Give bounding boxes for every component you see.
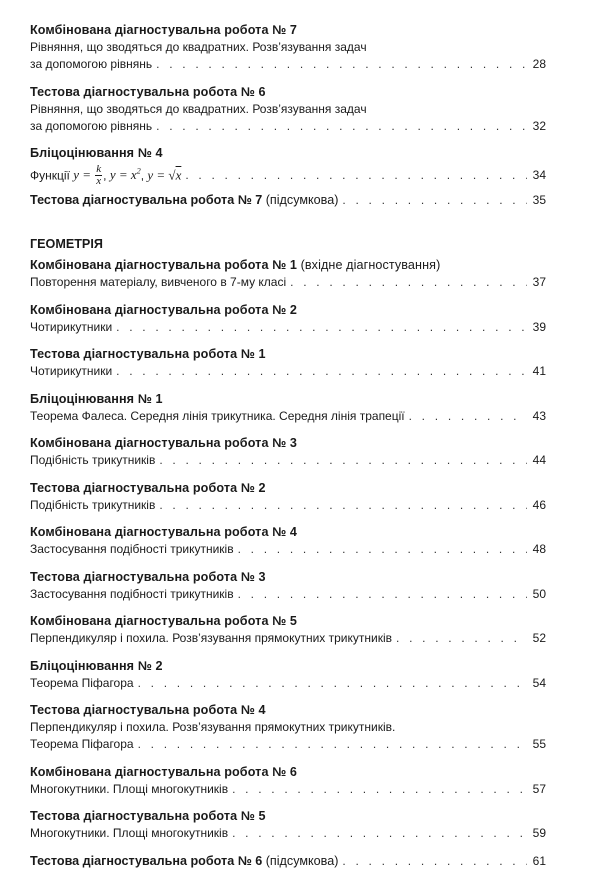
dot-leader [138, 736, 527, 753]
page-number: 41 [532, 364, 546, 378]
entry-line: Рівняння, що зводяться до квадратних. Розв’язування задач [30, 101, 367, 116]
entry-row [30, 675, 546, 692]
section-heading: ГЕОМЕТРІЯ [30, 237, 103, 251]
entry-note: (підсумкова) [265, 193, 339, 207]
entry-line: за допомогою рівнянь [30, 118, 153, 133]
entry-line: Перпендикуляр і похила. Розв’язування прямокутних трикутників [30, 631, 392, 645]
page-number: 48 [532, 542, 546, 556]
toc-entry [30, 145, 546, 188]
toc-entry [30, 524, 546, 558]
entry-note: (вхідне діагностування) [300, 258, 441, 272]
entry-note: (підсумкова) [265, 853, 339, 868]
page-number: 57 [532, 781, 546, 796]
function-list: Функції y = $\frac{k}{x}$ , $y = x^2$, y = √x [30, 163, 182, 188]
page-number: 50 [532, 586, 546, 601]
entry-row [30, 853, 546, 870]
dot-leader [342, 853, 527, 870]
toc-entry [30, 853, 546, 870]
dot-leader [342, 192, 527, 209]
dot-leader [409, 408, 527, 425]
dot-leader [396, 630, 527, 647]
entry-title: Комбінована діагностувальна робота № 5 [30, 614, 297, 628]
formula-y-k-over-x: y = $\frac{k}{x}$ [73, 163, 102, 188]
dot-leader [116, 319, 527, 336]
entry-line: Теорема Піфагора [30, 675, 134, 690]
dot-leader [238, 541, 527, 558]
entry-title: Тестова діагностувальна робота № 1 [30, 347, 266, 361]
entry-title: Тестова діагностувальна робота № 4 [30, 703, 266, 717]
page-number: 35 [532, 193, 546, 207]
dot-leader [156, 118, 527, 135]
entry-title: Тестова діагностувальна робота № 7 (підсумкова) [30, 193, 339, 207]
entry-title: Комбінована діагностувальна робота № 7 [30, 23, 297, 37]
entry-title: Комбінована діагностувальна робота № 6 [30, 764, 297, 779]
entry-line: Многокутники. Площі многокутників [30, 781, 229, 796]
entry-row [30, 274, 546, 291]
entry-row [30, 319, 546, 336]
entry-row [30, 56, 546, 73]
entry-row [30, 118, 546, 135]
page-number: 46 [532, 497, 546, 512]
toc-entry [30, 84, 546, 135]
toc-entry [30, 658, 546, 692]
entry-title: Комбінована діагностувальна робота № 3 [30, 436, 297, 450]
toc-entry [30, 569, 546, 603]
entry-row [30, 781, 546, 798]
toc-entry [30, 764, 546, 798]
entry-title: Комбінована діагностувальна робота № 1 (вхідне діагностування) [30, 258, 441, 272]
page-number: 61 [532, 853, 546, 868]
entry-title: Тестова діагностувальна робота № 5 [30, 809, 266, 823]
entry-line: Чотирикутники [30, 364, 113, 378]
entry-row [30, 408, 546, 425]
entry-line: Застосування подібності трикутників [30, 542, 234, 556]
entry-line: Застосування подібності трикутників [30, 586, 234, 601]
entry-title: Бліцоцінювання № 1 [30, 391, 163, 406]
entry-title: Бліцоцінювання № 2 [30, 658, 163, 673]
entry-title: Комбінована діагностувальна робота № 4 [30, 525, 297, 539]
toc-entry [30, 302, 546, 336]
entry-line: Подібність трикутників [30, 453, 156, 467]
entry-row [30, 162, 546, 188]
entry-title: Тестова діагностувальна робота № 6 (підсумкова) [30, 853, 339, 868]
entry-title: Тестова діагностувальна робота № 3 [30, 569, 266, 584]
dot-leader [159, 452, 527, 469]
entry-row [30, 192, 546, 209]
entry-line: Подібність трикутників [30, 497, 156, 512]
page-number: 43 [532, 408, 546, 423]
entry-row [30, 630, 546, 647]
page-number: 59 [532, 826, 546, 840]
page-number: 28 [532, 57, 546, 71]
page-number: 54 [532, 675, 546, 690]
toc-entry [30, 192, 546, 209]
dot-leader [232, 781, 527, 798]
entry-row [30, 736, 546, 753]
entry-row [30, 363, 546, 380]
toc-entry [30, 808, 546, 842]
entry-title: Тестова діагностувальна робота № 6 [30, 84, 266, 99]
entry-line: Функції [30, 167, 70, 182]
entry-title: Тестова діагностувальна робота № 2 [30, 480, 266, 495]
toc-entry [30, 480, 546, 514]
page-number: 34 [532, 167, 546, 182]
toc-entry [30, 346, 546, 380]
dot-leader [116, 363, 527, 380]
dot-leader [290, 274, 527, 291]
dot-leader [156, 56, 527, 73]
entry-row [30, 825, 546, 842]
toc-entry [30, 702, 546, 753]
page-number: 44 [532, 453, 546, 467]
page-number: 55 [532, 737, 546, 751]
toc-entry [30, 435, 546, 469]
page-number: 32 [532, 118, 546, 133]
entry-line: Чотирикутники [30, 319, 113, 334]
entry-line: Повторення матеріалу, вивченого в 7-му класі [30, 275, 287, 289]
table-of-contents [30, 22, 546, 880]
entry-title: Бліцоцінювання № 4 [30, 146, 163, 160]
page-number: 37 [532, 275, 546, 289]
dot-leader [232, 825, 527, 842]
entry-row [30, 452, 546, 469]
entry-row [30, 497, 546, 514]
toc-entry [30, 257, 546, 291]
entry-title: Комбінована діагностувальна робота № 2 [30, 302, 297, 317]
formula-y-sqrt-x: y = √x [147, 166, 182, 182]
entry-line: Перпендикуляр і похила. Розв’язування прямокутних трикутників. [30, 720, 396, 734]
entry-line: Теорема Піфагора [30, 737, 134, 751]
entry-line: Рівняння, що зводяться до квадратних. Розв’язування задач [30, 40, 367, 54]
dot-leader [138, 675, 527, 692]
toc-entry [30, 22, 546, 73]
dot-leader [159, 497, 527, 514]
entry-row [30, 586, 546, 603]
page-number: 39 [532, 319, 546, 334]
dot-leader [238, 586, 527, 603]
dot-leader [185, 167, 527, 184]
toc-entry [30, 613, 546, 647]
entry-line: Теорема Фалеса. Середня лінія трикутника. Середня лінія трапеції [30, 408, 405, 423]
entry-line: за допомогою рівнянь [30, 57, 153, 71]
entry-line: Многокутники. Площі многокутників [30, 826, 229, 840]
entry-row [30, 541, 546, 558]
toc-entry [30, 391, 546, 425]
page-number: 52 [532, 631, 546, 645]
formula-y-x-squared: $y = x^2$ [109, 166, 141, 182]
